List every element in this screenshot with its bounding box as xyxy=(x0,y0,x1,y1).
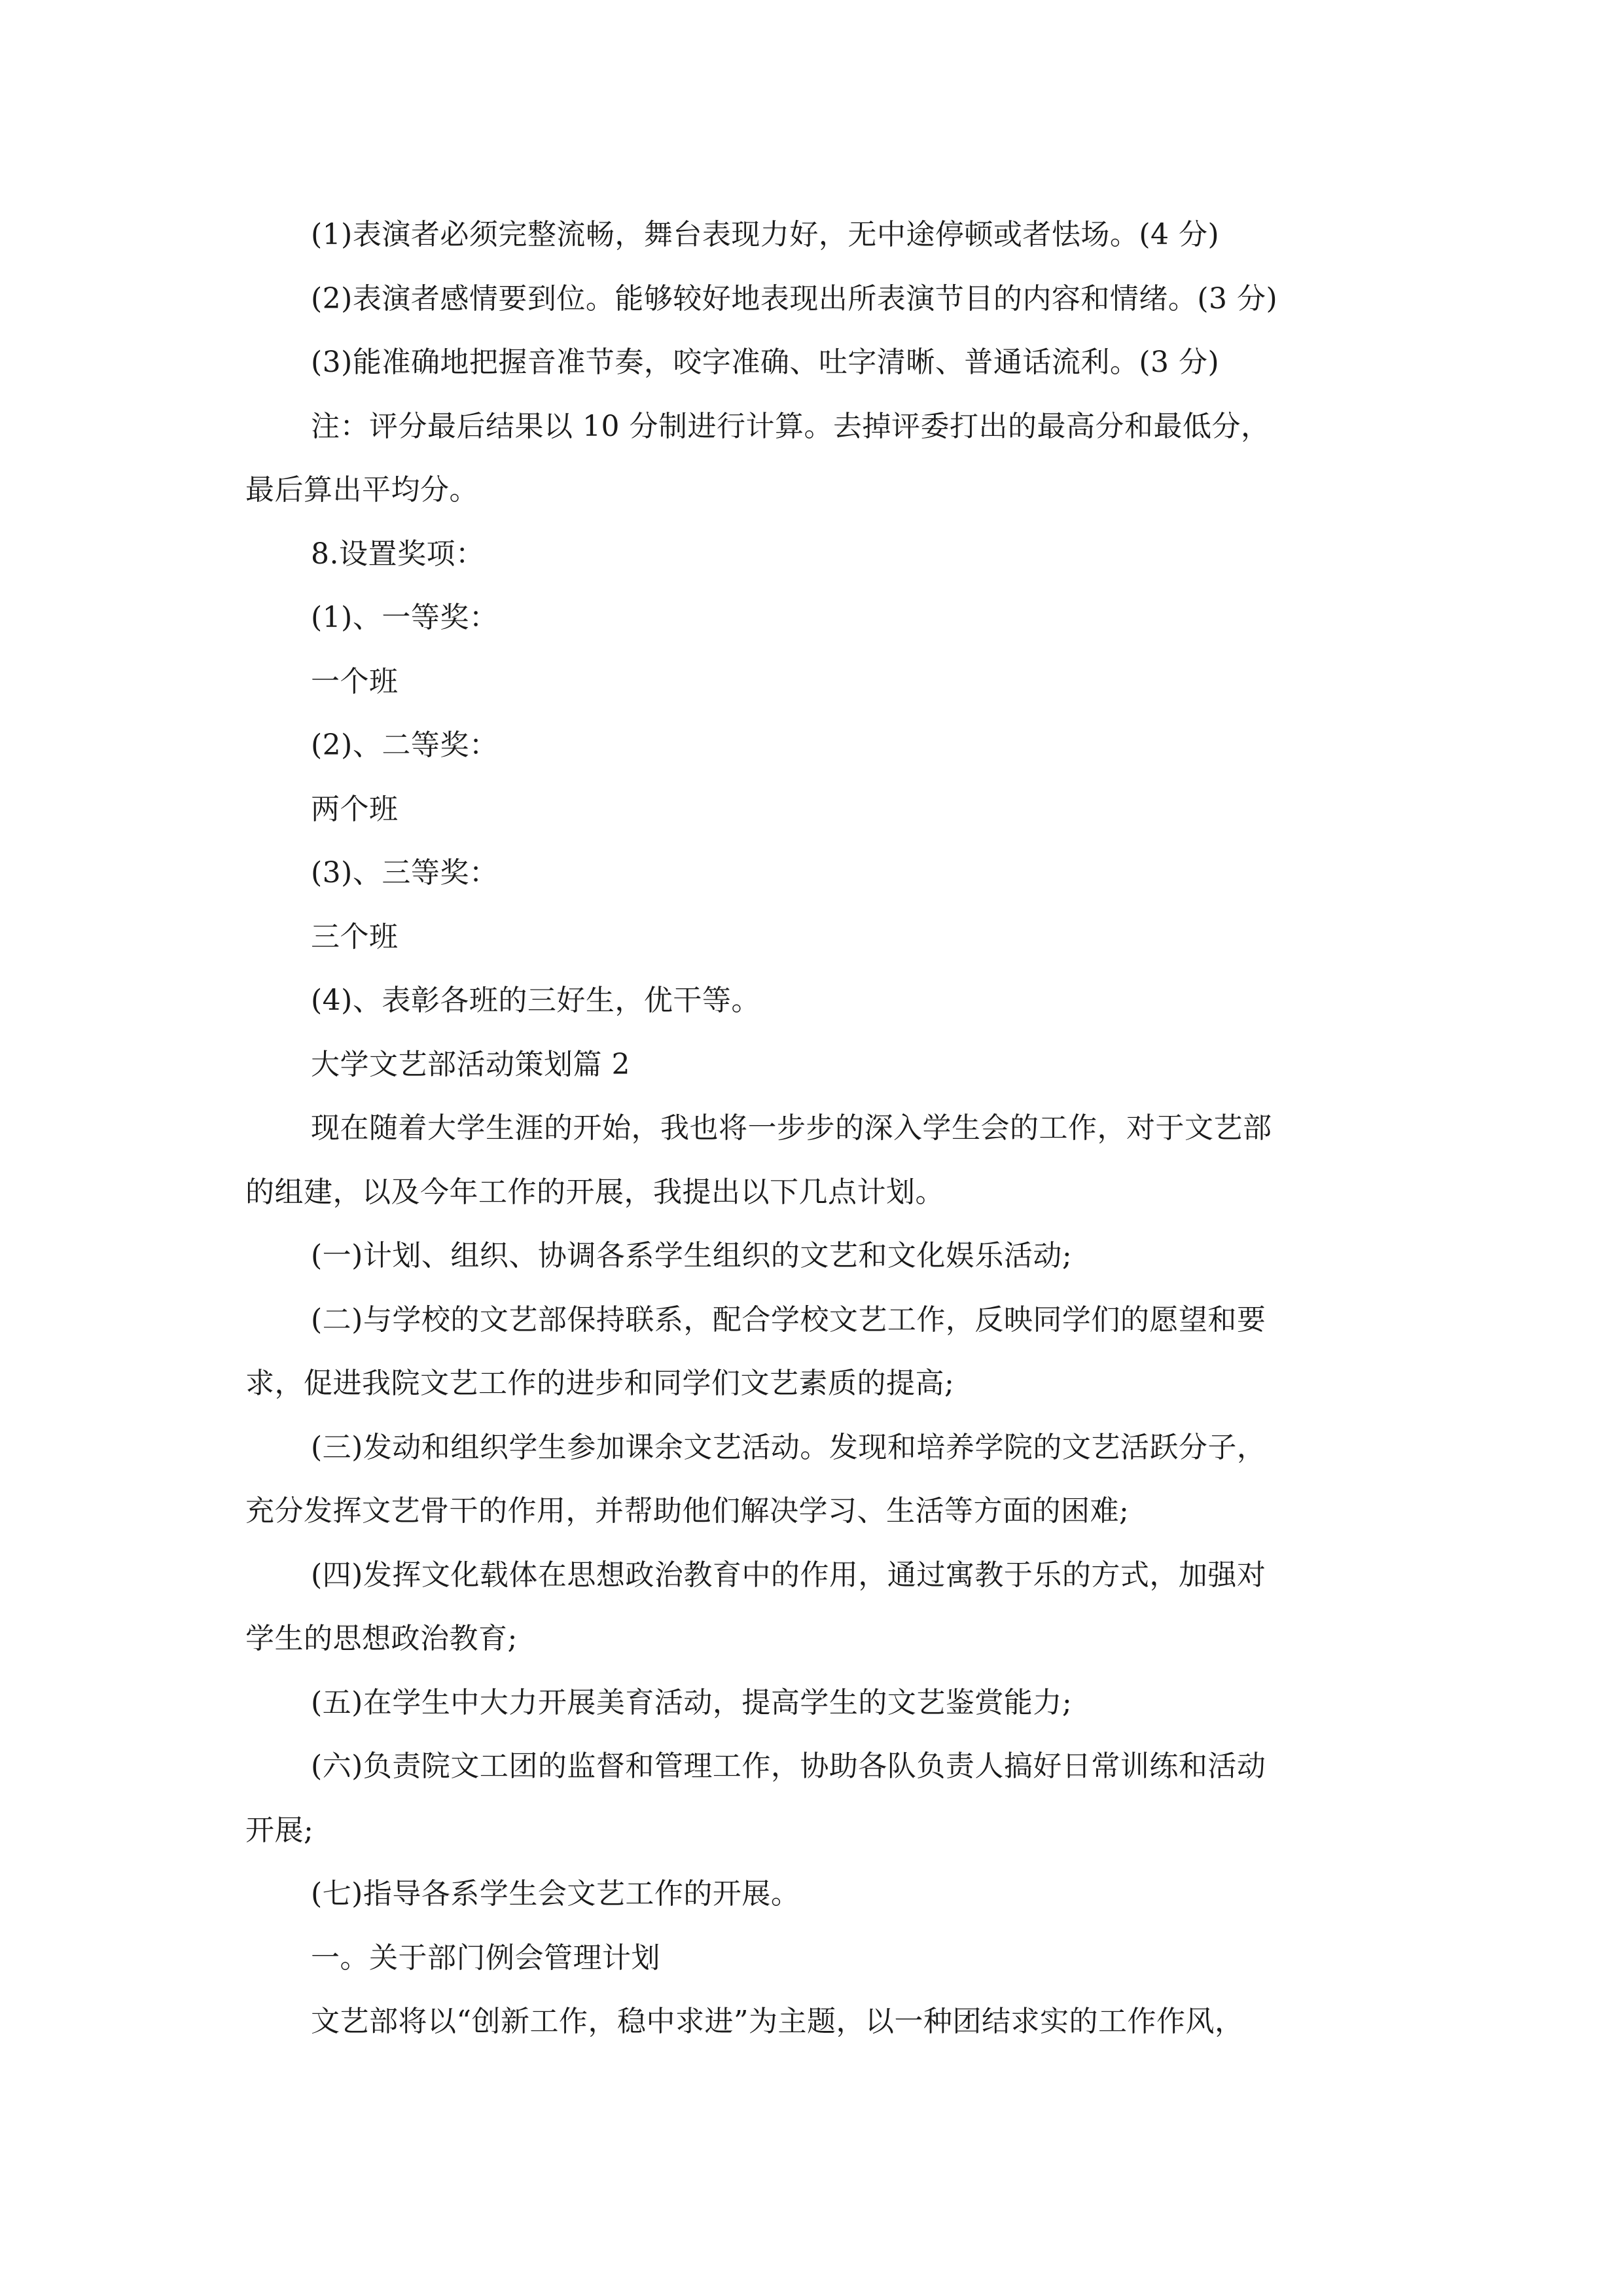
criteria-line-1: (1)表演者必须完整流畅，舞台表现力好，无中途停顿或者怯场。(4 分) xyxy=(311,218,1220,251)
plan-item-3-line-1: (三)发动和组织学生参加课余文艺活动。发现和培养学院的文艺活跃分子， xyxy=(311,1430,1266,1464)
section-title: 大学文艺部活动策划篇 2 xyxy=(311,1047,630,1081)
plan-item-1: (一)计划、组织、协调各系学生组织的文艺和文化娱乐活动; xyxy=(311,1239,1073,1272)
meeting-plan-heading: 一。关于部门例会管理计划 xyxy=(311,1941,660,1975)
awards-heading: 8.设置奖项： xyxy=(311,537,485,571)
meeting-plan-line-1: 文艺部将以“创新工作，稳中求进”为主题，以一种团结求实的工作作风， xyxy=(311,2005,1244,2038)
award-first-label: (1)、一等奖： xyxy=(311,601,499,634)
award-second-value: 两个班 xyxy=(311,792,399,826)
plan-item-7: (七)指导各系学生会文艺工作的开展。 xyxy=(311,1877,800,1910)
scoring-note-line-2: 最后算出平均分。 xyxy=(245,473,478,507)
award-commendation: (4)、表彰各班的三好生，优干等。 xyxy=(311,984,760,1017)
award-third-value: 三个班 xyxy=(311,920,399,954)
plan-item-6-line-2: 开展; xyxy=(245,1813,314,1847)
award-first-value: 一个班 xyxy=(311,664,399,698)
plan-item-6-line-1: (六)负责院文工团的监督和管理工作，协助各队负责人搞好日常训练和活动 xyxy=(311,1749,1266,1783)
plan-item-2-line-1: (二)与学校的文艺部保持联系，配合学校文艺工作，反映同学们的愿望和要 xyxy=(311,1302,1266,1336)
document-body xyxy=(245,203,1397,2054)
plan-item-4-line-2: 学生的思想政治教育; xyxy=(245,1622,518,1655)
award-second-label: (2)、二等奖： xyxy=(311,728,499,762)
plan-item-2-line-2: 求，促进我院文艺工作的进步和同学们文艺素质的提高; xyxy=(245,1367,955,1400)
intro-line-2: 的组建，以及今年工作的开展，我提出以下几点计划。 xyxy=(245,1175,944,1209)
award-third-label: (3)、三等奖： xyxy=(311,856,499,889)
intro-line-1: 现在随着大学生涯的开始，我也将一步步的深入学生会的工作，对于文艺部 xyxy=(311,1111,1272,1145)
scoring-note-line-1: 注：评分最后结果以 10 分制进行计算。去掉评委打出的最高分和最低分， xyxy=(311,409,1270,443)
plan-item-4-line-1: (四)发挥文化载体在思想政治教育中的作用，通过寓教于乐的方式，加强对 xyxy=(311,1558,1266,1592)
plan-item-5: (五)在学生中大力开展美育活动，提高学生的文艺鉴赏能力; xyxy=(311,1685,1073,1719)
criteria-line-3: (3)能准确地把握音准节奏，咬字准确、吐字清晰、普通话流利。(3 分) xyxy=(311,346,1220,379)
criteria-line-2: (2)表演者感情要到位。能够较好地表现出所表演节目的内容和情绪。(3 分) xyxy=(311,281,1278,315)
plan-item-3-line-2: 充分发挥文艺骨干的作用，并帮助他们解决学习、生活等方面的困难; xyxy=(245,1494,1130,1528)
